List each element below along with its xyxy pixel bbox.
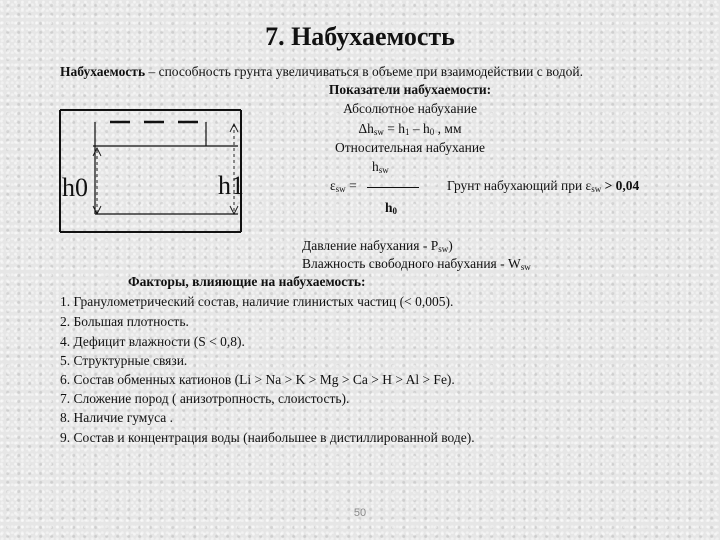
swelling-pressure-line — [302, 238, 453, 254]
factor-item: 2. Большая плотность. — [60, 314, 189, 329]
epsilon-symbol: ε — [330, 178, 336, 193]
factor-item: 1. Гранулометрический состав, наличие глинистых частиц (< 0,005). — [60, 294, 454, 309]
numerator-sub: sw — [378, 165, 389, 175]
indicators-heading: Показатели набухаемости: — [328, 82, 492, 97]
fraction-denominator — [385, 200, 397, 216]
formula-h0: – h — [409, 121, 430, 136]
label-h0: h0 — [62, 173, 88, 202]
relative-swelling-label: Относительная набухание — [334, 140, 486, 155]
formula-sub-sw: sw — [373, 127, 384, 137]
pressure-sub: sw — [438, 244, 449, 254]
factor-item: 6. Состав обменных катионов (Li > Na > K > Mg > Ca > H > Al > Fe). — [60, 372, 455, 387]
factors-heading: Факторы, влияющие на набухаемость: — [128, 274, 366, 289]
swelling-diagram — [58, 108, 248, 233]
factor-item: 7. Сложение пород ( анизотропность, слоистость). — [60, 391, 350, 406]
label-h1: h1 — [218, 171, 244, 200]
equals-sign: = — [345, 178, 357, 193]
slide-title: 7. Набухаемость — [265, 22, 455, 51]
absolute-swelling-label: Абсолютное набухание — [343, 101, 477, 116]
epsilon-sub: sw — [335, 184, 346, 194]
fraction-numerator — [372, 159, 389, 175]
criterion-text: Грунт набухающий при ε — [447, 178, 592, 193]
denominator-sub: 0 — [392, 206, 398, 216]
h1-dimension-arrow — [230, 124, 238, 214]
factor-item: 5. Структурные связи. — [60, 353, 188, 368]
definition-term: Набухаемость — [60, 64, 146, 79]
numerator-h: h — [372, 159, 379, 174]
formula-sub-1: 1 — [405, 127, 410, 137]
formula-unit: , мм — [434, 121, 462, 136]
h0-dimension-arrow — [93, 148, 101, 214]
formula-delta-h: Δh — [358, 121, 374, 136]
absolute-swelling-formula — [240, 121, 580, 137]
page-number: 50 — [353, 507, 367, 519]
moisture-sub: sw — [520, 262, 531, 272]
factor-item: 8. Наличие гумуса . — [60, 410, 174, 425]
definition-line — [60, 64, 583, 80]
swelling-criterion — [447, 178, 639, 194]
definition-text: – способность грунта увеличиваться в объеме при взаимодействии с водой. — [145, 64, 583, 79]
pressure-close: ) — [448, 238, 453, 253]
denominator-h: h — [385, 200, 393, 215]
moisture-text: Влажность свободного набухания - W — [302, 256, 521, 271]
criterion-value: > 0,04 — [601, 178, 640, 193]
factor-item: 4. Дефицит влажности (S < 0,8). — [60, 334, 245, 349]
formula-sub-0: 0 — [429, 127, 435, 137]
free-swelling-moisture-line — [302, 256, 531, 272]
pressure-text: Давление набухания - P — [302, 238, 439, 253]
factor-item: 9. Состав и концентрация воды (наибольшее в дистиллированной воде). — [60, 430, 475, 445]
criterion-sub: sw — [591, 184, 602, 194]
fraction-bar — [367, 187, 419, 188]
formula-h1: = h — [383, 121, 406, 136]
fraction-lhs — [330, 178, 357, 194]
